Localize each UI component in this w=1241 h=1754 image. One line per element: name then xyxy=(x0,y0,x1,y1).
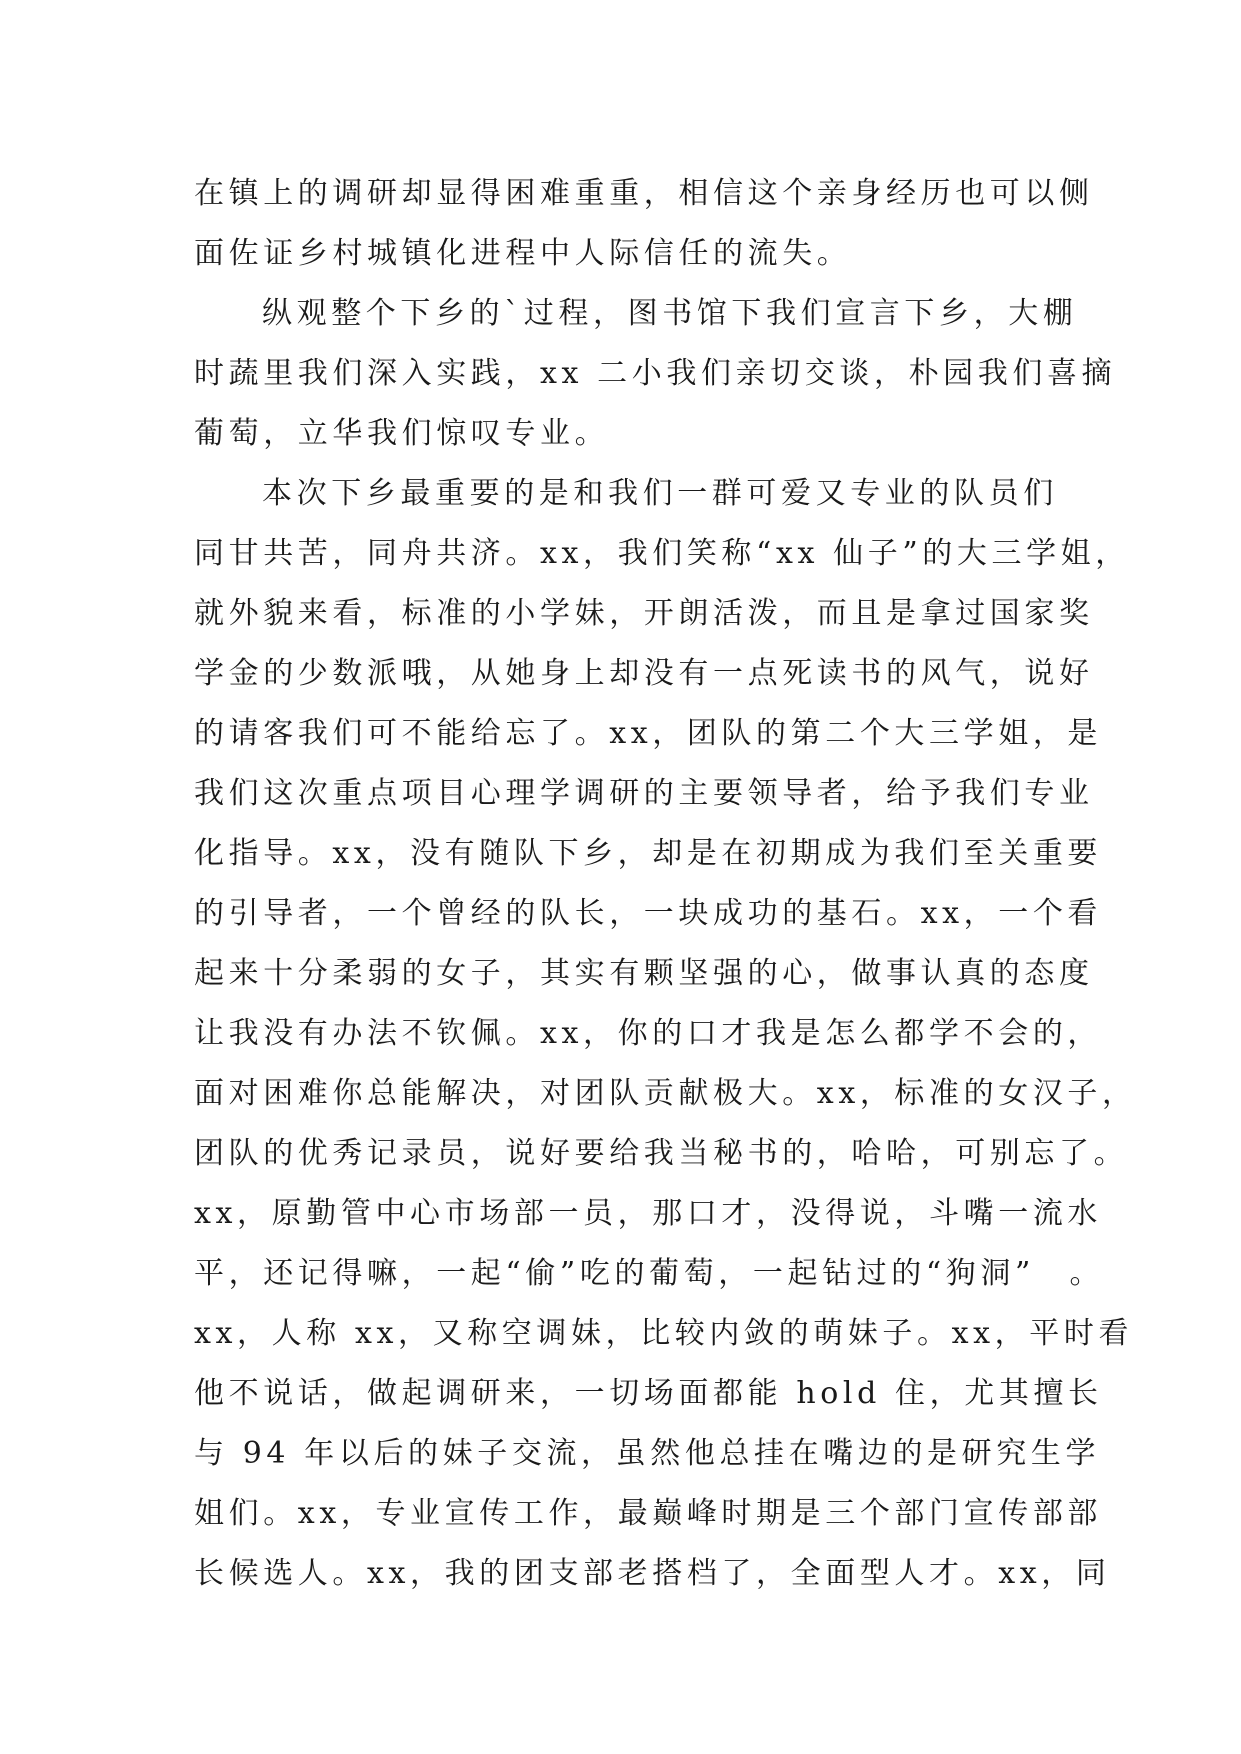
text-line: xx，人称 xx，又称空调妹，比较内敛的萌妹子。xx，平时看 xyxy=(194,1316,1134,1351)
text-line: 平，还记得嘛，一起“偷”吃的葡萄，一起钻过的“狗洞” 。 xyxy=(194,1256,1105,1291)
paragraph-start-line: 本次下乡最重要的是和我们一群可爱又专业的队员们 xyxy=(262,476,1058,511)
text-line: 化指导。xx，没有随队下乡，却是在初期成为我们至关重要 xyxy=(194,836,1103,871)
text-line: 长候选人。xx，我的团支部老搭档了，全面型人才。xx，同 xyxy=(194,1556,1111,1591)
text-line: 的请客我们可不能给忘了。xx，团队的第二个大三学姐，是 xyxy=(194,716,1103,751)
text-line: 就外貌来看，标准的小学妹，开朗活泼，而且是拿过国家奖 xyxy=(194,596,1094,631)
text-line: 姐们。xx，专业宣传工作，最巅峰时期是三个部门宣传部部 xyxy=(194,1496,1103,1531)
text-line: 时蔬里我们深入实践，xx 二小我们亲切交谈，朴园我们喜摘 xyxy=(194,356,1117,391)
body-text xyxy=(194,164,1137,1604)
text-line: 我们这次重点项目心理学调研的主要领导者，给予我们专业 xyxy=(194,776,1094,811)
text-line: 学金的少数派哦，从她身上却没有一点死读书的风气，说好 xyxy=(194,656,1094,691)
text-line: xx，原勤管中心市场部一员，那口才，没得说，斗嘴一流水 xyxy=(194,1196,1103,1231)
text-line: 同甘共苦，同舟共济。xx，我们笑称“xx 仙子”的大三学姐， xyxy=(194,536,1130,571)
text-line: 面对困难你总能解决，对团队贡献极大。xx，标准的女汉子， xyxy=(194,1076,1137,1111)
text-line: 在镇上的调研却显得困难重重，相信这个亲身经历也可以侧 xyxy=(194,176,1094,211)
text-line: 面佐证乡村城镇化进程中人际信任的流失。 xyxy=(194,236,852,271)
text-line: 他不说话，做起调研来，一切场面都能 hold 住，尤其擅长 xyxy=(194,1376,1103,1411)
text-line: 的引导者，一个曾经的队长，一块成功的基石。xx，一个看 xyxy=(194,896,1103,931)
text-line: 与 94 年以后的妹子交流，虽然他总挂在嘴边的是研究生学 xyxy=(194,1436,1101,1471)
text-line: 团队的优秀记录员，说好要给我当秘书的，哈哈，可别忘了。 xyxy=(194,1136,1129,1171)
text-line: 葡萄，立华我们惊叹专业。 xyxy=(194,416,610,451)
paragraph-start-line: 纵观整个下乡的`过程，图书馆下我们宣言下乡，大棚 xyxy=(262,296,1078,331)
text-line: 起来十分柔弱的女子，其实有颗坚强的心，做事认真的态度 xyxy=(194,956,1094,991)
text-line: 让我没有办法不钦佩。xx，你的口才我是怎么都学不会的， xyxy=(194,1016,1103,1051)
